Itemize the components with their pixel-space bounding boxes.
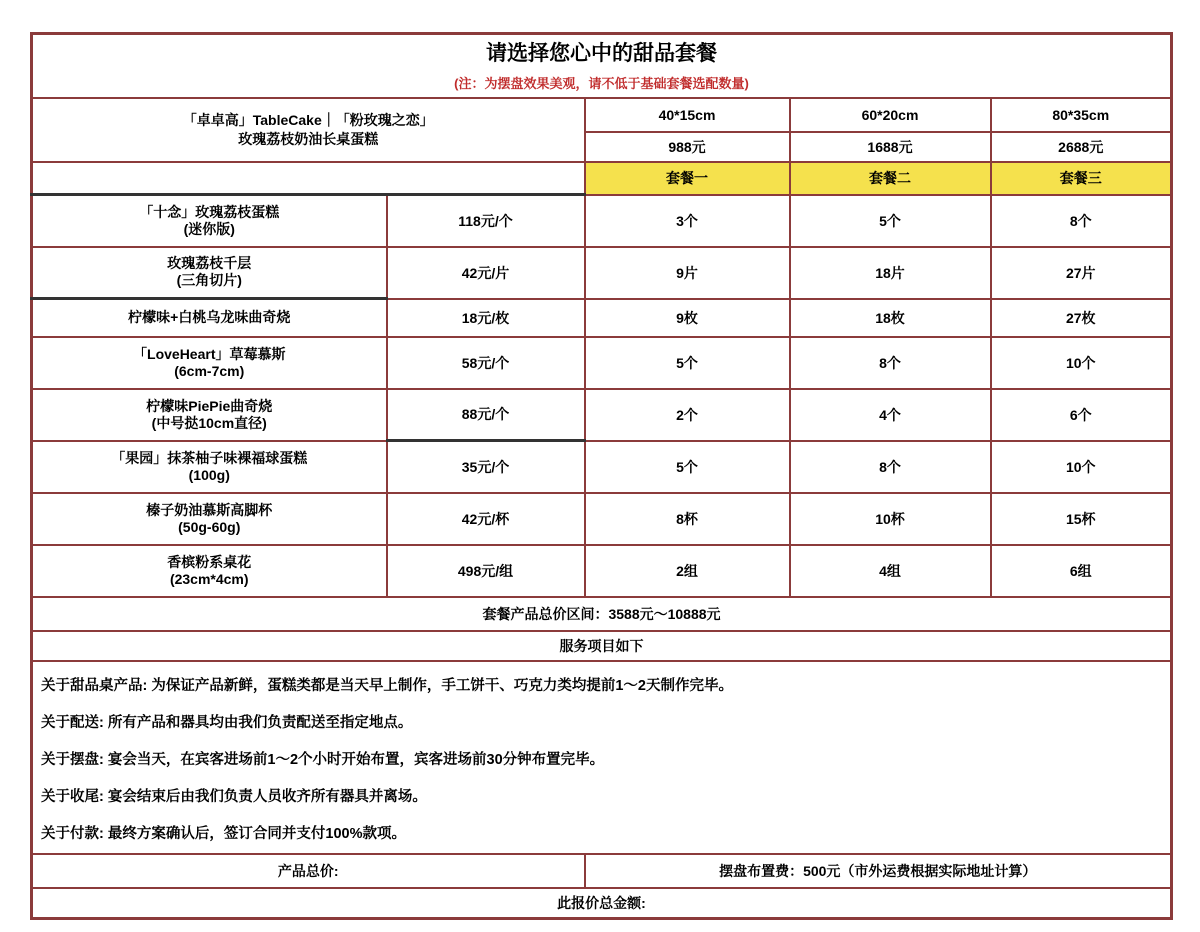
unit-price-cell: 42元/片 xyxy=(387,247,585,299)
qty-cell: 2个 xyxy=(585,389,790,441)
service-header-cell: 服务项目如下 xyxy=(32,631,1172,661)
product-name-cell xyxy=(32,299,387,337)
qty-cell: 10个 xyxy=(991,337,1172,389)
qty-cell: 2组 xyxy=(585,545,790,597)
unit-price-cell: 18元/枚 xyxy=(387,299,585,337)
unit-price-cell: 42元/杯 xyxy=(387,493,585,545)
main-product-line1: 「卓卓高」TableCake｜「粉玫瑰之恋」 xyxy=(182,111,434,128)
qty-cell: 18片 xyxy=(790,247,991,299)
product-row xyxy=(32,545,1172,597)
grand-total-cell: 此报价总金额: xyxy=(32,888,1172,919)
product-row xyxy=(32,299,1172,337)
qty-cell: 8杯 xyxy=(585,493,790,545)
qty-cell: 8个 xyxy=(790,337,991,389)
product-name-cell xyxy=(32,545,387,597)
unit-price-cell: 118元/个 xyxy=(387,195,585,247)
unit-price-cell: 498元/组 xyxy=(387,545,585,597)
note-label: 关于甜品桌产品: xyxy=(41,677,148,694)
product-name: 「十念」玫瑰荔枝蛋糕 xyxy=(139,203,280,220)
base-price-cell: 988元 xyxy=(585,132,790,162)
qty-cell: 6个 xyxy=(991,389,1172,441)
product-name-cell xyxy=(32,337,387,389)
qty-cell: 6组 xyxy=(991,545,1172,597)
product-row xyxy=(32,493,1172,545)
product-name: 柠檬味+白桃乌龙味曲奇烧 xyxy=(128,309,291,326)
note-text: 宴会当天，在宾客进场前1～2个小时开始布置，宾客进场前30分钟布置完毕。 xyxy=(107,751,605,768)
note-label: 关于摆盘: xyxy=(41,751,104,768)
note-text: 所有产品和器具均由我们负责配送至指定地点。 xyxy=(107,714,413,731)
product-row xyxy=(32,389,1172,441)
product-name: 榛子奶油慕斯高脚杯 xyxy=(146,501,273,518)
product-name: 「LoveHeart」草莓慕斯 xyxy=(133,345,286,362)
note-text: 最终方案确认后，签订合同并支付100%款项。 xyxy=(107,825,406,842)
product-spec: (三角切片) xyxy=(176,272,242,289)
package-tab: 套餐二 xyxy=(790,162,991,195)
note-line xyxy=(41,742,1160,779)
product-row xyxy=(32,441,1172,493)
unit-price-cell: 35元/个 xyxy=(387,441,585,493)
note-line xyxy=(41,816,1160,853)
notes-block xyxy=(32,661,1172,854)
main-product-cell xyxy=(32,98,585,162)
size-cell: 80*35cm xyxy=(991,98,1172,132)
qty-cell: 9片 xyxy=(585,247,790,299)
note-line xyxy=(41,705,1160,742)
qty-cell: 4个 xyxy=(790,389,991,441)
unit-price-cell: 58元/个 xyxy=(387,337,585,389)
qty-cell: 8个 xyxy=(991,195,1172,247)
product-spec: (23cm*4cm) xyxy=(169,570,249,587)
product-row xyxy=(32,247,1172,299)
product-total-cell: 产品总价: xyxy=(32,854,585,888)
product-name: 玫瑰荔枝千层 xyxy=(167,255,252,272)
note-text: 为保证产品新鲜，蛋糕类都是当天早上制作，手工饼干、巧克力类均提前1～2天制作完毕。 xyxy=(151,677,733,694)
product-name-cell xyxy=(32,195,387,247)
product-name-cell xyxy=(32,389,387,441)
qty-cell: 27枚 xyxy=(991,299,1172,337)
package-tab: 套餐一 xyxy=(585,162,790,195)
qty-cell: 5个 xyxy=(585,441,790,493)
package-row-spacer xyxy=(32,162,585,195)
size-cell: 40*15cm xyxy=(585,98,790,132)
product-spec: (6cm-7cm) xyxy=(174,362,245,379)
qty-cell: 3个 xyxy=(585,195,790,247)
note-label: 关于配送: xyxy=(41,714,104,731)
note-line xyxy=(41,668,1160,705)
product-spec: (50g-60g) xyxy=(178,518,241,535)
product-name-cell xyxy=(32,247,387,299)
page-note: (注：为摆盘效果美观，请不低于基础套餐选配数量) xyxy=(454,76,749,92)
main-product-line2: 玫瑰荔枝奶油长桌蛋糕 xyxy=(238,130,379,147)
unit-price-cell: 88元/个 xyxy=(387,389,585,441)
product-name: 香槟粉系桌花 xyxy=(167,553,252,570)
note-label: 关于付款: xyxy=(41,825,104,842)
qty-cell: 5个 xyxy=(585,337,790,389)
size-cell: 60*20cm xyxy=(790,98,991,132)
note-line xyxy=(41,779,1160,816)
product-spec: (迷你版) xyxy=(183,220,235,237)
price-range-cell: 套餐产品总价区间：3588元～10888元 xyxy=(32,597,1172,631)
base-price-cell: 1688元 xyxy=(790,132,991,162)
product-spec: (100g) xyxy=(188,466,230,483)
setup-fee-cell: 摆盘布置费：500元（市外运费根据实际地址计算） xyxy=(585,854,1172,888)
page-title: 请选择您心中的甜品套餐 xyxy=(486,42,717,66)
qty-cell: 10个 xyxy=(991,441,1172,493)
qty-cell: 5个 xyxy=(790,195,991,247)
qty-cell: 15杯 xyxy=(991,493,1172,545)
qty-cell: 10杯 xyxy=(790,493,991,545)
product-name: 「果园」抹茶柚子味裸福球蛋糕 xyxy=(111,449,308,466)
qty-cell: 18枚 xyxy=(790,299,991,337)
package-tab: 套餐三 xyxy=(991,162,1172,195)
note-text: 宴会结束后由我们负责人员收齐所有器具并离场。 xyxy=(107,788,427,805)
qty-cell: 8个 xyxy=(790,441,991,493)
product-name-cell xyxy=(32,493,387,545)
qty-cell: 27片 xyxy=(991,247,1172,299)
product-name: 柠檬味PiePie曲奇烧 xyxy=(146,397,273,414)
product-spec: (中号挞10cm直径) xyxy=(151,414,267,431)
qty-cell: 9枚 xyxy=(585,299,790,337)
note-label: 关于收尾: xyxy=(41,788,104,805)
product-row xyxy=(32,337,1172,389)
base-price-cell: 2688元 xyxy=(991,132,1172,162)
product-row xyxy=(32,195,1172,247)
quotation-table xyxy=(30,32,1173,920)
title-cell xyxy=(32,34,1172,98)
product-name-cell xyxy=(32,441,387,493)
qty-cell: 4组 xyxy=(790,545,991,597)
